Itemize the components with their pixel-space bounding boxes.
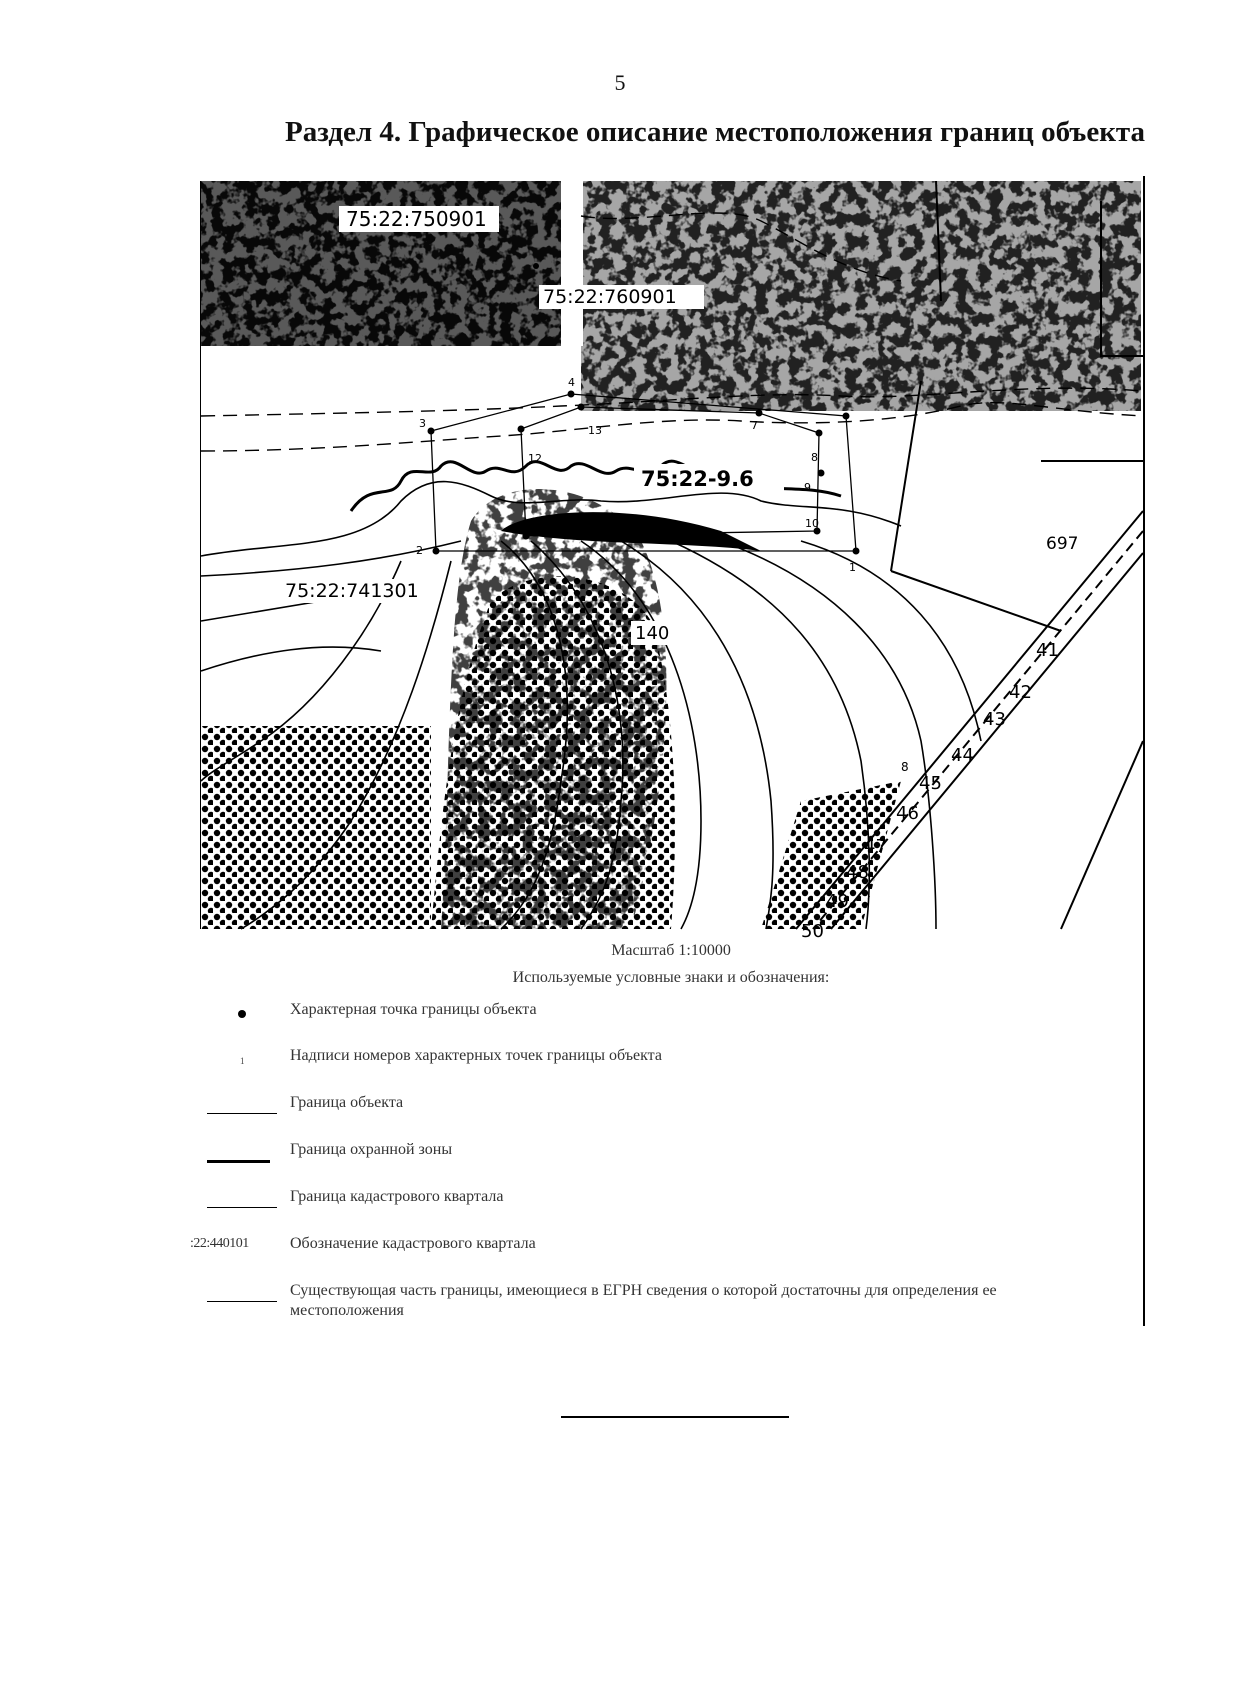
- point-label-11: 11: [532, 521, 546, 534]
- road-point-44: 44: [951, 745, 974, 766]
- map-label-object: 75:22-9.6: [641, 467, 754, 491]
- point-label-3: 3: [419, 417, 426, 430]
- point-label-4: 4: [568, 376, 575, 389]
- point-label-13: 13: [588, 424, 602, 437]
- point-label-7: 7: [751, 419, 758, 432]
- point-label-10: 10: [805, 517, 819, 530]
- point-label-2: 2: [416, 544, 423, 557]
- road-point-49: 49: [826, 891, 849, 912]
- bottom-rule: [561, 1416, 789, 1418]
- map-image: [200, 181, 1143, 942]
- road-point-41: 41: [1036, 640, 1059, 661]
- point-dot-icon: [238, 1010, 246, 1018]
- point-label-1: 1: [849, 561, 856, 574]
- road-point-48: 48: [846, 862, 869, 883]
- point-label-12: 12: [528, 452, 542, 465]
- map-label-elevation: 140: [635, 623, 670, 644]
- point-number-sample: 1: [240, 1056, 245, 1066]
- road-point-50: 50: [801, 921, 824, 942]
- right-rule: [1143, 176, 1145, 1326]
- point-label-8: 8: [811, 451, 818, 464]
- thick-line-icon: [207, 1160, 270, 1163]
- map-scale: Масштаб 1:10000: [611, 942, 731, 959]
- point-label-9: 9: [804, 481, 811, 494]
- map-label-quarter-760901: 75:22:760901: [543, 286, 677, 308]
- road-point-46: 46: [896, 803, 919, 824]
- map-label-quarter-741301: 75:22:741301: [285, 580, 419, 602]
- thin-line-icon: [207, 1113, 277, 1114]
- thin-line-icon: [207, 1301, 277, 1302]
- map-label-8: 8: [901, 760, 909, 774]
- road-point-43: 43: [983, 709, 1006, 730]
- map-label-quarter-750901: 75:22:750901: [346, 207, 487, 231]
- section-title: Раздел 4. Графическое описание местоположения границ объекта: [284, 116, 1146, 148]
- road-point-45: 45: [919, 773, 942, 794]
- quarter-code-sample: :22:440101: [190, 1236, 249, 1251]
- road-point-47: 47: [864, 836, 887, 857]
- legend-title: Используемые условные знаки и обозначения:: [512, 969, 830, 986]
- road-point-42: 42: [1009, 682, 1032, 703]
- map-label-697: 697: [1046, 534, 1079, 554]
- map-top-left-zone: [201, 181, 561, 346]
- page-number: 5: [614, 70, 626, 95]
- thin-line-icon: [207, 1207, 277, 1208]
